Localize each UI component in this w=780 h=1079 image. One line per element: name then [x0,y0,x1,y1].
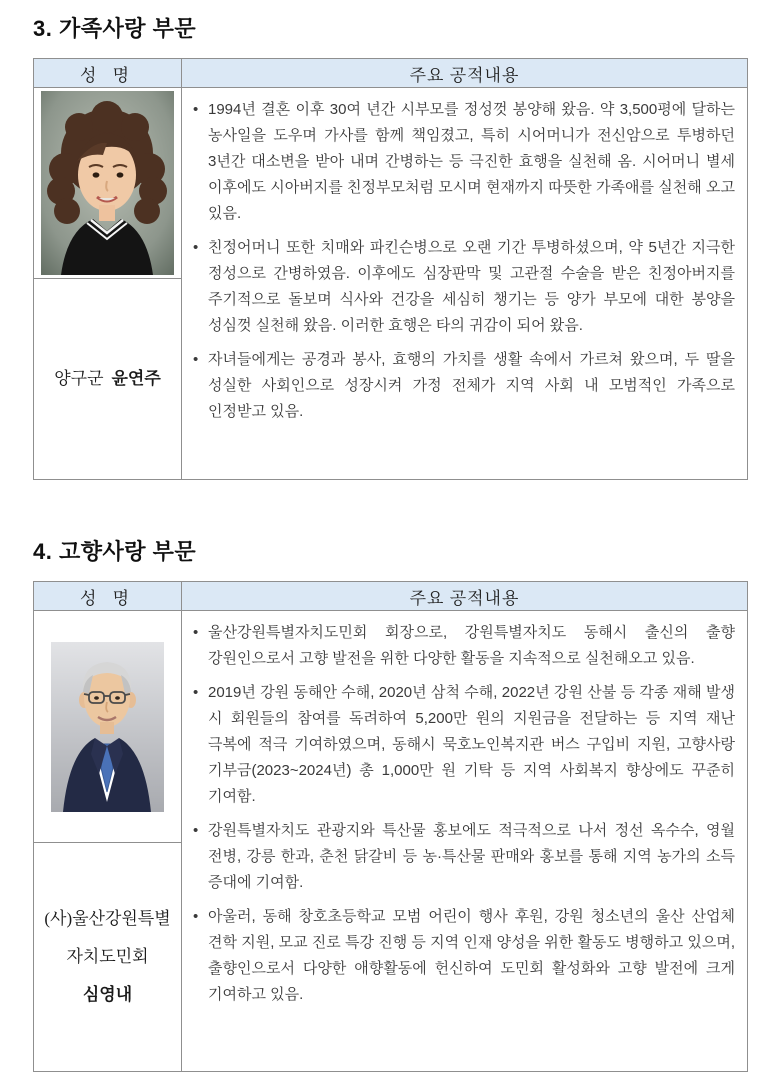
table-header-row [34,582,748,611]
awardee-name-cell [34,843,182,1072]
photo-cell [34,88,182,279]
award-table-family-love [33,58,748,480]
header-name-column: 성 명 [34,59,182,88]
bullet-item: • 아울러, 동해 창호초등학교 모범 어린이 행사 후원, 강원 청소년의 울산 산업체 견학 지원, 모교 진로 특강 진행 등 지역 인재 양성을 위한 활동도 병행하고 있으며, 출향인으로서 다양한 애향활동에 헌신하여 도민회 활성화와 고향 발전에 크게 기여하고 있음. [190,904,735,1008]
achievement-content-cell [182,88,748,480]
bullet-item: • 자녀들에게는 공경과 봉사, 효행의 가치를 생활 속에서 가르쳐 왔으며, 두 딸을 성실한 사회인으로 성장시켜 가정 전체가 지역 사회 내 모범적인 가족으로 인정받고 있음. [190,347,735,425]
table-row [34,88,748,279]
header-content-column: 주요 공적내용 [182,59,748,88]
table-row [34,611,748,843]
bullet-item: • 울산강원특별자치도민회 회장으로, 강원특별자치도 동해시 출신의 출향 강원인으로서 고향 발전을 위한 다양한 활동을 지속적으로 실천해오고 있음. [190,620,735,672]
achievement-content-cell [182,611,748,1072]
awardee-name: 심영내 [82,985,133,1004]
award-table-hometown-love [33,581,748,1072]
header-name-column: 성 명 [34,582,182,611]
awardee-name-cell [34,279,182,480]
awardee-affiliation: (사)울산강원특별자치도민회 [44,909,171,966]
section-title: 3. 가족사랑 부문 [33,16,197,41]
achievement-bullet-list [190,97,735,425]
header-content-column: 주요 공적내용 [182,582,748,611]
section-hometown-love [33,537,747,1072]
awardee-name: 윤연주 [111,369,161,388]
achievement-bullet-list [190,620,735,1008]
woman-portrait-photo [41,91,174,275]
section-title: 4. 고향사랑 부문 [33,539,197,564]
awardee-affiliation: 양구군 [54,369,104,388]
photo-cell [34,611,182,843]
bullet-item: • 친정어머니 또한 치매와 파킨슨병으로 오랜 기간 투병하셨으며, 약 5년간 지극한 정성으로 간병하였음. 이후에도 심장판막 및 고관절 수술을 받은 친정아버지를 주기적으로 돌보며 식사와 건강을 세심히 챙기는 등 양가 부모에 대한 봉양을 성심껏 실천해 왔음. 이러한 효행은 타의 귀감이 되어 왔음. [190,235,735,339]
bullet-item: • 1994년 결혼 이후 30여 년간 시부모를 정성껏 봉양해 왔음. 약 3,500평에 달하는 농사일을 도우며 가사를 함께 책임졌고, 특히 시어머니가 전신암으로 투병하던 3년간 대소변을 받아 내며 간병하는 등 극진한 효행을 실천해 옴. 시어머니 별세 이후에도 시아버지를 친정부모처럼 모시며 현재까지 따뜻한 가족애를 실천해 오고 있음. [190,97,735,227]
section-family-love [33,14,747,480]
man-portrait-photo [51,642,164,812]
table-header-row [34,59,748,88]
bullet-item: • 강원특별자치도 관광지와 특산물 홍보에도 적극적으로 나서 정선 옥수수, 영월 전병, 강릉 한과, 춘천 닭갈비 등 농·특산물 판매와 홍보를 통해 지역 농가의 소득 증대에 기여함. [190,818,735,896]
bullet-item: • 2019년 강원 동해안 수해, 2020년 삼척 수해, 2022년 강원 산불 등 각종 재해 발생 시 회원들의 참여를 독려하여 5,200만 원의 지원금을 전달하는 등 지역 재난 극복에 적극 기여하였으며, 동해시 묵호노인복지관 버스 구입비 지원, 고향사랑 기부금(2023~2024년) 총 1,000만 원 기탁 등 지역 사회복지 향상에도 꾸준히 기여함. [190,680,735,810]
